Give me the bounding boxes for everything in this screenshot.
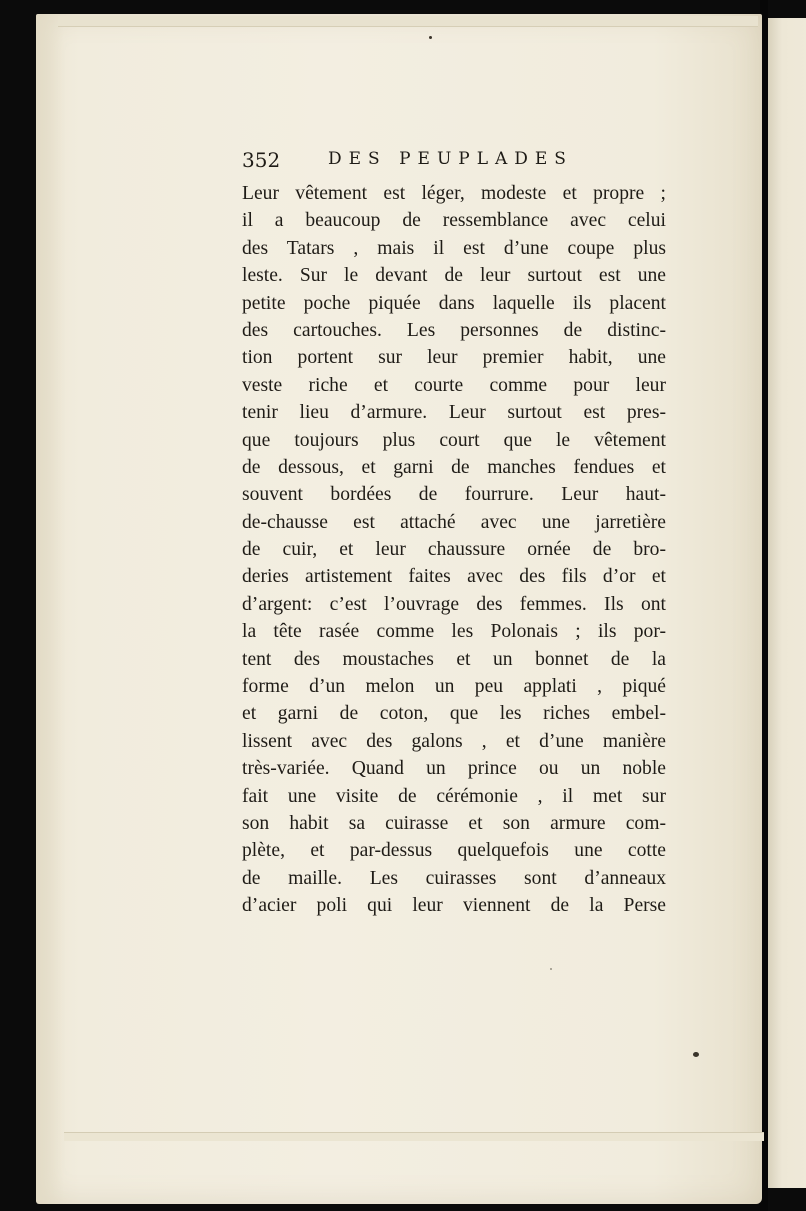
text-line: la tête rasée comme les Polonais ; ils por- <box>242 621 666 643</box>
text-line: petite poche piquée dans laquelle ils placent <box>242 292 666 314</box>
adjacent-page-edge <box>768 18 806 1188</box>
text-line: des cartouches. Les personnes de distinc- <box>242 319 666 341</box>
text-line: tenir lieu d’armure. Leur surtout est pres- <box>242 402 666 424</box>
text-line: tion portent sur leur premier habit, une <box>242 347 666 369</box>
text-line: souvent bordées de fourrure. Leur haut- <box>242 484 666 506</box>
text-line: de dessous, et garni de manches fendues et <box>242 456 666 478</box>
paper-speck <box>550 968 552 970</box>
text-line: veste riche et courte comme pour leur <box>242 374 666 396</box>
text-line: il a beaucoup de ressemblance avec celui <box>242 210 666 232</box>
text-line: leste. Sur le devant de leur surtout est une <box>242 265 666 287</box>
page-left-margin-shade <box>36 20 64 1200</box>
page-bottom-fold <box>64 1132 764 1141</box>
text-line: fait une visite de cérémonie , il met sur <box>242 785 666 807</box>
text-line: des Tatars , mais il est d’une coupe plus <box>242 237 666 259</box>
text-line: lissent avec des galons , et d’une manière <box>242 730 666 752</box>
text-line: deries artistement faites avec des fils d’or et <box>242 566 666 588</box>
page-number: 352 <box>242 148 281 172</box>
paper-speck <box>693 1052 699 1057</box>
text-line: que toujours plus court que le vêtement <box>242 429 666 451</box>
page-header <box>242 148 662 178</box>
body-text <box>242 180 666 920</box>
text-line: Leur vêtement est léger, modeste et propre ; <box>242 183 666 204</box>
text-line: forme d’un melon un peu applati , piqué <box>242 676 666 698</box>
text-line: de cuir, et leur chaussure ornée de bro- <box>242 539 666 561</box>
text-line: d’argent: c’est l’ouvrage des femmes. Ils ont <box>242 593 666 615</box>
text-line: tent des moustaches et un bonnet de la <box>242 648 666 670</box>
text-line: et garni de coton, que les riches embel- <box>242 703 666 725</box>
page-top-edge <box>58 16 758 27</box>
text-line: plète, et par-dessus quelquefois une cotte <box>242 840 666 862</box>
text-line: de-chausse est attaché avec une jarretière <box>242 511 666 533</box>
text-line: très-variée. Quand un prince ou un noble <box>242 758 666 780</box>
paper-speck <box>429 36 432 39</box>
text-line: d’acier poli qui leur viennent de la Perse <box>242 895 666 917</box>
text-line: de maille. Les cuirasses sont d’anneaux <box>242 867 666 889</box>
text-line: son habit sa cuirasse et son armure com- <box>242 812 666 834</box>
running-head: DES PEUPLADES <box>328 149 573 169</box>
